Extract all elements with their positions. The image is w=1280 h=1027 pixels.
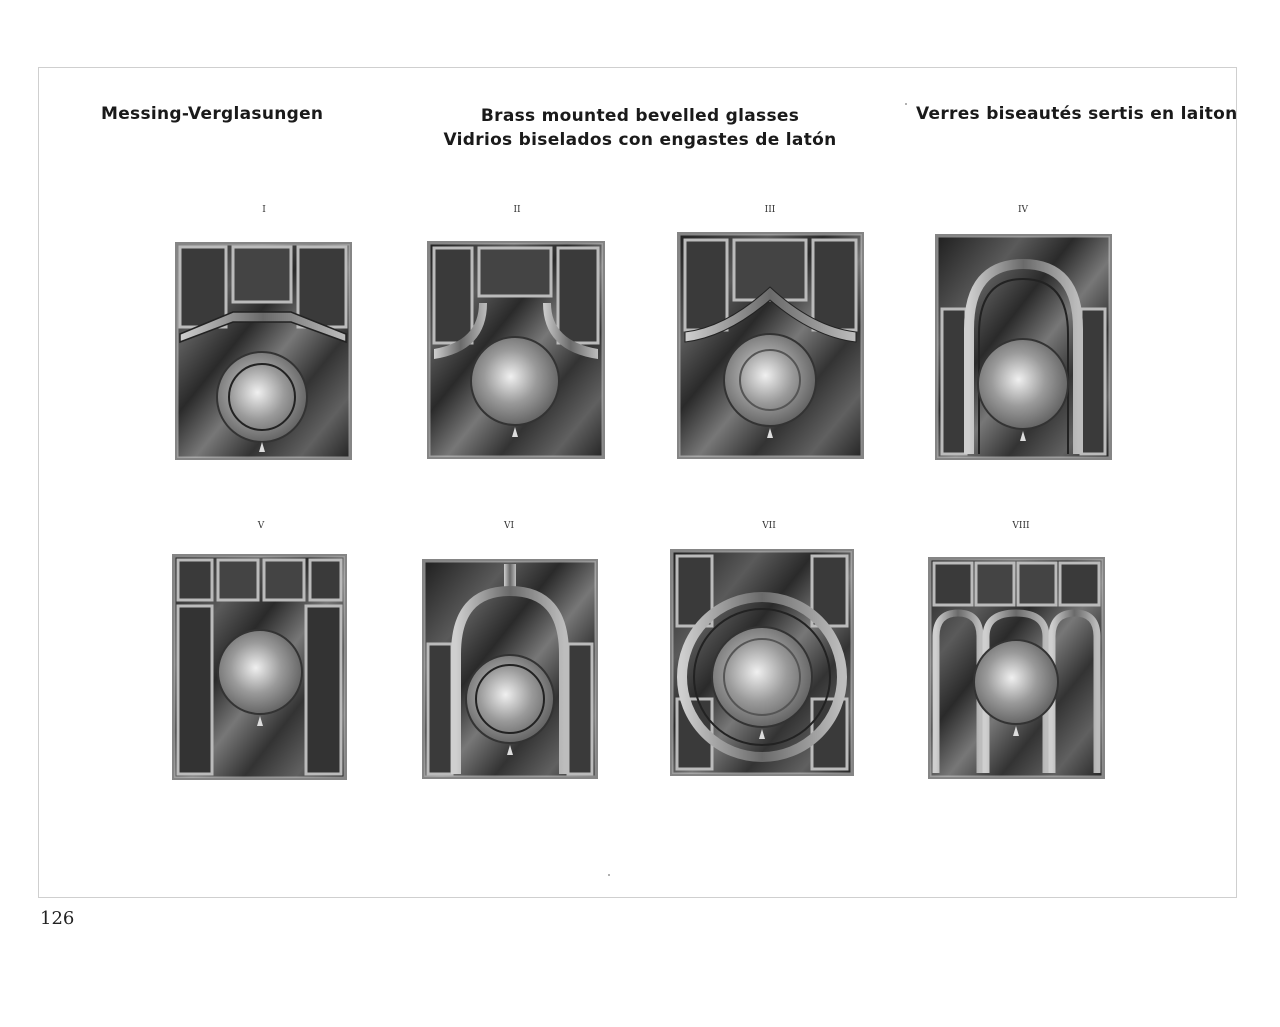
title-french: Verres biseautés sertis en laiton (916, 104, 1238, 124)
panel-numeral: III (764, 205, 776, 215)
title-english: Brass mounted bevelled glasses (480, 106, 800, 126)
panel-iii-glass (677, 232, 864, 459)
panel-numeral: II (513, 205, 521, 215)
panel-ii-glass (427, 241, 605, 459)
panel-numeral: VII (762, 521, 776, 531)
panel-vii-glass (670, 549, 854, 776)
panel-v-glass (172, 554, 347, 780)
panel-numeral: I (262, 205, 266, 215)
panel-numeral: VI (503, 521, 515, 531)
panel-vi-glass (422, 559, 598, 779)
panel-i-glass (175, 242, 352, 460)
panel-numeral: V (257, 521, 265, 531)
print-speck (905, 103, 907, 105)
title-german: Messing-Verglasungen (101, 104, 324, 124)
panel-numeral: VIII (1012, 521, 1030, 531)
title-english-spanish (440, 104, 840, 152)
panel-numeral: IV (1017, 205, 1029, 215)
panel-viii-glass (928, 557, 1105, 779)
page-number: 126 (40, 908, 75, 929)
title-spanish: Vidrios biselados con engastes de latón (443, 130, 837, 150)
panel-iv-glass (935, 234, 1112, 460)
print-speck (608, 874, 610, 876)
